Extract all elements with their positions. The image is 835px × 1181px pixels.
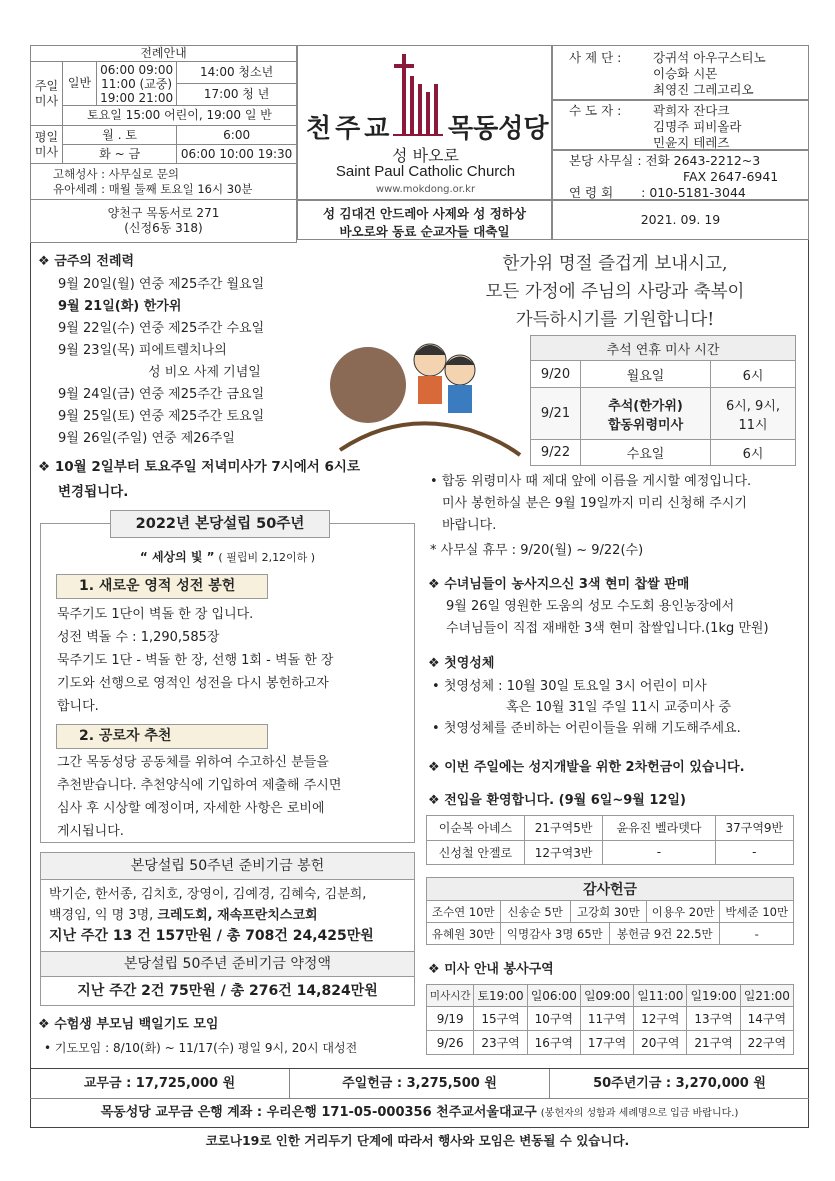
footer [30, 1068, 809, 1128]
welcome-heading: ❖ 전입을 환영합니다. (9월 6일~9월 12일) [428, 793, 686, 808]
priest: 강귀석 아우구스티노 [653, 50, 766, 65]
youth-mass: 14:00 청소년 [177, 62, 297, 84]
young-adult-mass: 17:00 청 년 [177, 84, 297, 106]
calendar-item: 성 비오 사제 기념일 [148, 365, 261, 380]
mon-sat-time: 6:00 [177, 126, 297, 145]
logo-text-right: 목동성당 [448, 114, 549, 144]
sisters-label: 수 도 자 : [569, 103, 622, 118]
chuseok-table: 추석 연휴 미사 시간 9/20 월요일 6시 9/21 추석(한가위) 합동위령미사 6시, 9시, 11시 9/22 수요일 6시 [530, 335, 796, 466]
sunday-times: 06:00 09:00 11:00 (교중) 19:00 21:00 [97, 62, 177, 106]
staff-block [552, 45, 809, 240]
website-link[interactable]: www.mokdong.or.kr [375, 184, 476, 195]
fund-table: 본당설립 50주년 준비기금 봉헌 박기순, 한서종, 김치호, 장영이, 김예경, 김혜숙, 김분희, 백경임, 익 명 3명, 크레도회, 재속프란치스코회 지난 주간 13 건 157만원 / 총 708건 24,425만원 본당설립 50주년 준비기금 약정액 지난 주간 2건 75만원 / 총 276건 14,824만원 [40, 852, 415, 1006]
logo-block [297, 45, 552, 200]
exam-line: • 기도모임 : 8/10(화) ~ 11/17(수) 평일 9시, 20시 대성전 [44, 1041, 358, 1055]
address-old: (신정6동 318) [124, 221, 203, 235]
feast-title: 성 김대건 안드레아 사제와 성 정하상 바오로와 동료 순교자들 대축일 [297, 200, 552, 240]
church-fund-total: 교무금 : 17,725,000 원 [30, 1069, 290, 1099]
logo-text-left: 천주교 [306, 114, 394, 144]
calendar-item: 9월 20일(월) 연중 제25주간 월요일 [58, 277, 265, 292]
sister: 곽희자 잔다크 [653, 103, 730, 118]
calendar-item: 9월 24일(금) 연중 제25주간 금요일 [58, 387, 265, 402]
tue-fri-times: 06:00 10:00 19:30 [177, 145, 297, 164]
confession-info: 고해성사 : 사무실로 문의 [53, 166, 179, 181]
section-merit: 2. 공로자 추천 [56, 724, 268, 749]
fund-total: 지난 주간 13 건 157만원 / 총 708건 24,425만원 [49, 928, 374, 944]
funeral-phone: : 010-5181-3044 [641, 185, 746, 200]
children-moon-illustration [320, 330, 530, 460]
church-logo-icon [393, 54, 443, 136]
communion-text: • 첫영성체 : 10월 30일 토요일 3시 어린이 미사 혹은 10월 31일 주일 11시 교중미사 중 • 첫영성체를 준비하는 어린이들을 위해 기도해주세요. [432, 679, 741, 736]
logo-english: Saint Paul Catholic Church [335, 163, 516, 180]
rice-text: 9월 26일 영원한 도움의 성모 수도회 용인농장에서 수녀님들이 직접 재배한 3색 현미 찹쌀입니다.(1kg 만원) [446, 599, 769, 636]
funeral-label: 연 령 회 [569, 185, 614, 200]
sister: 민윤지 테레즈 [653, 135, 730, 150]
memorial-notice: • 합동 위령미사 때 제대 앞에 이름을 게시할 예정입니다. 미사 봉헌하실 분은 9월 19일까지 미리 신청해 주시기 바랍니다. * 사무실 휴무 : 9/20(월) ~ 9/22(수) [430, 471, 751, 562]
anniversary-title: 2022년 본당설립 50주년 [110, 510, 330, 538]
pledge-title: 본당설립 50주년 준비기금 약정액 [41, 952, 414, 977]
sunday-label: 주일 미사 [31, 62, 63, 126]
logo-sub: 성 바오로 [392, 146, 459, 165]
priest: 이승화 시몬 [653, 66, 718, 81]
rice-heading: ❖ 수녀님들이 농사지으신 3색 현미 찹쌀 판매 [428, 577, 690, 592]
section-temple: 1. 새로운 영적 성전 봉헌 [56, 574, 268, 599]
priest: 최영진 그레고리오 [653, 82, 754, 97]
liturgy-title: 전례안내 [31, 46, 297, 62]
thanks-title: 감사헌금 [427, 878, 794, 901]
covid-notice: 코로나19로 인한 거리두기 단계에 따라서 행사와 모임은 변동될 수 있습니다. [205, 1133, 630, 1148]
weekday-label: 평일 미사 [31, 126, 63, 164]
office-phone: 전화 2643-2212~3 [645, 153, 761, 168]
office-closed: * 사무실 휴무 : 9/20(월) ~ 9/22(수) [430, 543, 644, 558]
second-collection: ❖ 이번 주일에는 성지개발을 위한 2차헌금이 있습니다. [428, 760, 745, 775]
merit-text: 그간 목동성당 공동체를 위하여 수고하신 분들을 추천받습니다. 추천양식에 기입하여 제출해 주시면 심사 후 시상할 예정이며, 자세한 사항은 로비에 게시됩니다. [57, 755, 342, 839]
mass-area-heading: ❖ 미사 안내 봉사구역 [428, 962, 554, 977]
sunday-offering-total: 주일헌금 : 3,275,500 원 [290, 1069, 550, 1099]
calendar-item: 9월 21일(화) 한가위 [58, 299, 182, 314]
evening-mass-notice: ❖ 10월 2일부터 토요주일 저녁미사가 7시에서 6시로 변경됩니다. [38, 459, 361, 500]
bulletin-date: 2021. 09. 19 [552, 200, 809, 240]
donor-names: 박기순, 한서종, 김치호, 장영이, 김예경, 김혜숙, 김분희, [49, 887, 367, 902]
anniversary-fund-total: 50주년기금 : 3,270,000 원 [550, 1069, 809, 1099]
tue-fri: 화 ~ 금 [63, 145, 177, 164]
exam-heading: ❖ 수험생 부모님 백일기도 모임 [38, 1017, 219, 1032]
mass-area-table: 미사시간 토19:00 일06:00 일09:00 일11:00 일19:00 일21:00 9/19 15구역 10구역 11구역 12구역 13구역 14구역 9/26 23구역 16구역 17구역 20구역 21구역 22구역 [426, 984, 794, 1055]
mon-sat: 월 . 토 [63, 126, 177, 145]
saturday-mass: 토요일 15:00 어린이, 19:00 일 반 [63, 106, 297, 126]
temple-text: 묵주기도 1단이 벽돌 한 장 입니다. 성전 벽돌 수 : 1,290,585장 묵주기도 1단 - 벽돌 한 장, 선행 1회 - 벽돌 한 장 기도와 선행으로 영적인 성전을 다시 봉헌하고자 합니다. [57, 607, 334, 714]
calendar-item: 9월 22일(수) 연중 제25주간 수요일 [58, 321, 265, 336]
greeting: 한가위 명절 즐겁게 보내시고, 모든 가정에 주님의 사랑과 축복이 가득하시기를 기원합니다! [485, 254, 745, 330]
fax: FAX 2647-6941 [683, 169, 779, 184]
liturgy-table [30, 45, 297, 243]
anniversary-motto: “ 세상의 빛 ” ( 필립비 2,12이하 ) [139, 550, 316, 564]
pledge-total: 지난 주간 2건 75만원 / 총 276건 14,824만원 [77, 983, 378, 999]
fund-title: 본당설립 50주년 준비기금 봉헌 [41, 853, 414, 880]
address: 양천구 목동서로 271 [107, 206, 220, 220]
general-label: 일반 [63, 62, 97, 106]
communion-heading: ❖ 첫영성체 [428, 656, 495, 671]
welcome-table: 이순복 아녜스 21구역5반 윤유진 벨라뎃다 37구역9반 신성철 안젤로 12구역3반 - - [426, 815, 794, 865]
calendar-item: 9월 26일(주일) 연중 제26주일 [58, 431, 235, 446]
chuseok-title: 추석 연휴 미사 시간 [531, 336, 796, 361]
calendar-item: 9월 23일(목) 피에트렐치나의 [58, 343, 227, 358]
bank-account: 목동성당 교무금 은행 계좌 : 우리은행 171-05-000356 천주교서울대교구 (봉헌자의 성함과 세례명으로 입금 바랍니다.) [100, 1105, 739, 1120]
thanks-table: 감사헌금 조수연 10만 신송순 5만 고강희 30만 이용우 20만 박세준 10만 유혜원 30만 익명감사 3명 65만 봉헌금 9건 22.5만 - [426, 877, 794, 945]
sister: 김명주 피비올라 [653, 119, 742, 134]
calendar-list [58, 274, 264, 450]
baptism-info: 유아세례 : 매월 둘째 토요일 16시 30분 [53, 181, 253, 196]
priests-label: 사 제 단 : [569, 50, 622, 65]
calendar-item: 9월 25일(토) 연중 제25주간 토요일 [58, 409, 265, 424]
calendar-heading: ❖ 금주의 전례력 [38, 254, 135, 269]
office-label: 본당 사무실 : [569, 153, 642, 168]
